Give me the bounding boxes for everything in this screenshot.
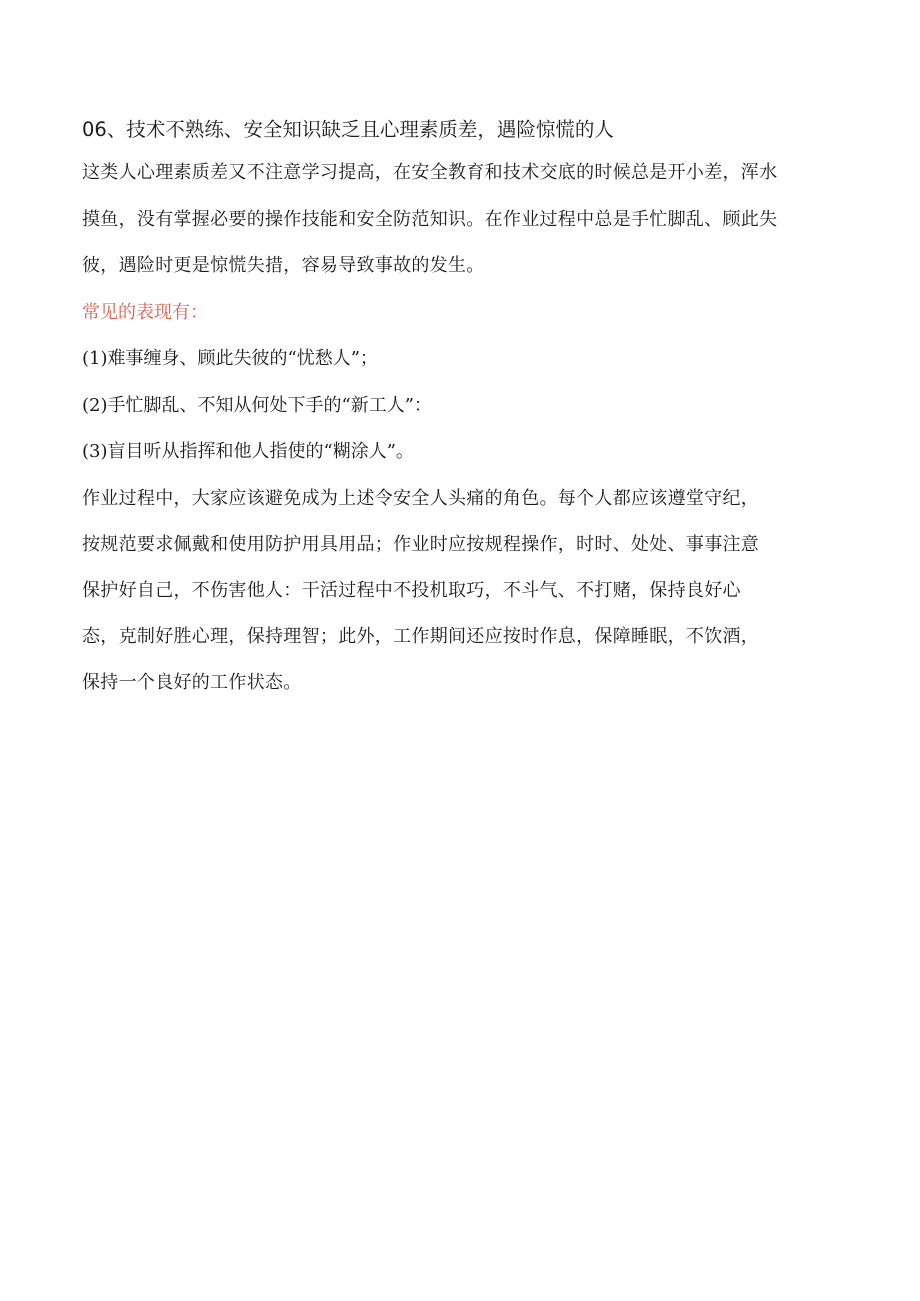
section-heading: 06、技术不熟练、安全知识缺乏且心理素质差，遇险惊慌的人: [82, 118, 614, 141]
manifestation-list: [82, 336, 852, 476]
intro-line: 这类人心理素质差又不注意学习提高，在安全教育和技术交底的时候总是开小差，浑水: [82, 162, 778, 183]
closing-line: 保持一个良好的工作状态。: [82, 671, 302, 693]
intro-line: 摸鱼，没有掌握必要的操作技能和安全防范知识。在作业过程中总是手忙脚乱、顾此失: [82, 208, 778, 230]
list-item: (3)盲目听从指挥和他人指使的“糊涂人”。: [82, 441, 414, 462]
intro-line: 彼，遇险时更是惊慌失措，容易导致事故的发生。: [82, 255, 485, 276]
closing-paragraph: [82, 476, 852, 706]
closing-line: 作业过程中，大家应该避免成为上述令安全人头痛的角色。每个人都应该遵堂守纪，: [82, 487, 760, 509]
closing-line: 保护好自己，不伤害他人：干活过程中不投机取巧，不斗气、不打赌，保持良好心: [82, 579, 741, 601]
intro-paragraph: [82, 150, 852, 290]
list-item: (2)手忙脚乱、不知从何处下手的“新工人”：: [82, 394, 432, 416]
list-item: (1)难事缠身、顾此失彼的“忧愁人”；: [82, 348, 378, 369]
closing-line: 按规范要求佩戴和使用防护用具用品；作业时应按规程操作，时时、处处、事事注意: [82, 533, 760, 555]
common-manifestations-label: 常见的表现有：: [82, 301, 208, 323]
document-content: [82, 112, 852, 706]
closing-line: 态，克制好胜心理，保持理智；此外，工作期间还应按时作息，保障睡眠，不饮酒，: [82, 625, 760, 647]
